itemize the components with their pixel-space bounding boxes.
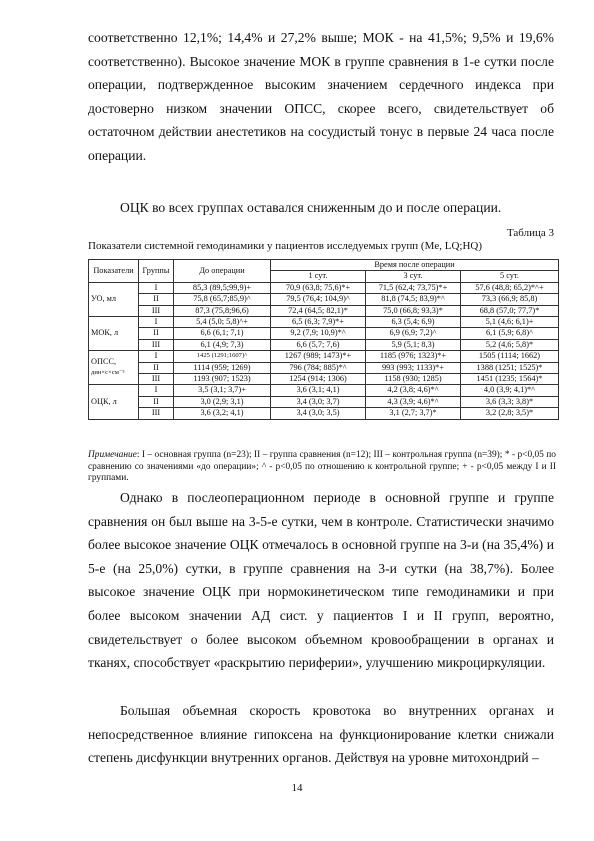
day1-cell: 72,4 (64,5; 82,1)* xyxy=(271,305,366,316)
day5-cell: 4,0 (3,9; 4,1)*^ xyxy=(461,385,559,396)
header-indicator: Показатели xyxy=(89,260,139,283)
table-row xyxy=(89,396,559,407)
header-day-1: 1 сут. xyxy=(271,271,366,282)
table-row xyxy=(89,385,559,396)
page-number: 14 xyxy=(291,782,303,794)
day5-cell: 5,2 (4,6; 5,8)* xyxy=(461,339,559,350)
group-cell: III xyxy=(139,339,174,350)
before-cell: 87,3 (75,8;96,6) xyxy=(174,305,271,316)
day3-cell: 4,2 (3,8; 4,6)*^ xyxy=(366,385,461,396)
day5-cell: 57,6 (48,8; 65,2)*^+ xyxy=(461,282,559,293)
table-row xyxy=(89,362,559,373)
paragraph-conclusion: Большая объемная скорость кровотока во внутренних органах и непосредственное влияние гипоксена на функционирование клетки снижали степень дисфункции внутренних органов. Действуя на уровне митохондрий – xyxy=(88,703,554,766)
day1-cell: 6,5 (6,3; 7,9)*+ xyxy=(271,317,366,328)
table-row xyxy=(89,408,559,419)
day3-cell: 75,0 (66,8; 93,3)* xyxy=(366,305,461,316)
group-cell: I xyxy=(139,385,174,396)
group-cell: II xyxy=(139,328,174,339)
header-time-after-surgery: Время после операции xyxy=(271,260,559,271)
day3-cell: 4,3 (3,9; 4,6)*^ xyxy=(366,396,461,407)
day1-cell: 796 (784; 885)*^ xyxy=(271,362,366,373)
day1-cell: 6,6 (5,7; 7,6) xyxy=(271,339,366,350)
table-row xyxy=(89,351,559,362)
day3-cell: 71,5 (62,4; 73,75)*+ xyxy=(366,282,461,293)
group-cell: III xyxy=(139,408,174,419)
day1-cell: 70,9 (63,8; 75,6)*+ xyxy=(271,282,366,293)
day3-cell: 6,9 (6,9; 7,2)^ xyxy=(366,328,461,339)
hemodynamics-table xyxy=(88,259,559,420)
before-cell: 3,5 (3,1; 3,7)+ xyxy=(174,385,271,396)
table-row xyxy=(89,294,559,305)
paragraph-ock-summary: ОЦК во всех группах оставался сниженным до и после операции. xyxy=(120,200,502,215)
day3-cell: 81,8 (74,5; 83,9)*^ xyxy=(366,294,461,305)
indicator-cell xyxy=(89,351,139,385)
day5-cell: 3,2 (2,8; 3,5)* xyxy=(461,408,559,419)
header-before-surgery: До операции xyxy=(174,260,271,283)
indicator-cell: МОК, л xyxy=(89,317,139,351)
before-cell: 1425 (1291;1607)^ xyxy=(174,351,271,362)
table-caption: Показатели системной гемодинамики у пациентов исследуемых групп (Me, LQ;HQ) xyxy=(88,240,483,252)
day5-cell: 1451 (1235; 1564)* xyxy=(461,374,559,385)
before-cell: 75,8 (65,7;85,9)^ xyxy=(174,294,271,305)
group-cell: II xyxy=(139,362,174,373)
group-cell: I xyxy=(139,282,174,293)
header-day-5: 5 сут. xyxy=(461,271,559,282)
table-row xyxy=(89,305,559,316)
group-cell: II xyxy=(139,294,174,305)
day1-cell: 9,2 (7,9; 10,9)*^ xyxy=(271,328,366,339)
group-cell: III xyxy=(139,305,174,316)
indicator-cell: ОЦК, л xyxy=(89,385,139,419)
group-cell: I xyxy=(139,317,174,328)
day5-cell: 1505 (1114; 1662) xyxy=(461,351,559,362)
day5-cell: 73,3 (66,9; 85,8) xyxy=(461,294,559,305)
table-number: Таблица 3 xyxy=(506,227,554,239)
paragraph-discussion: Однако в послеоперационном периоде в основной группе и группе сравнения он был выше на 3-5-е сутки, чем в контроле. Статистически значимо более высокое значение ОЦК отмечалось в основной группе на 3-и (на 35,4%) и 5-е (на 25,0%) сутки, в группе сравнения на 3-и сутки (на 38,7%). Более высокое значение ОЦК при нормокинетическом типе гемодинамики и при более высоком значении АД сист. у пациентов I и II групп, вероятно, свидетельствует о более высоком объемном кровообращении в органах и тканях, способствует «раскрытию периферии», улучшению микроциркуляции. xyxy=(88,490,554,671)
day3-cell: 1185 (976; 1323)*+ xyxy=(366,351,461,362)
day5-cell: 3,6 (3,3; 3,8)* xyxy=(461,396,559,407)
header-day-3: 3 сут. xyxy=(366,271,461,282)
day1-cell: 1267 (989; 1473)*+ xyxy=(271,351,366,362)
before-cell: 6,6 (6,1; 7,1) xyxy=(174,328,271,339)
group-cell: I xyxy=(139,351,174,362)
day5-cell: 5,1 (4,6; 6,1)+ xyxy=(461,317,559,328)
day5-cell: 1388 (1251; 1525)* xyxy=(461,362,559,373)
day1-cell: 79,5 (76,4; 104,9)^ xyxy=(271,294,366,305)
day3-cell: 6,3 (5,4; 6,9) xyxy=(366,317,461,328)
indicator-cell: УО, мл xyxy=(89,282,139,316)
table-row xyxy=(89,374,559,385)
before-cell: 3,6 (3,2; 4,1) xyxy=(174,408,271,419)
before-cell: 3,0 (2,9; 3,1) xyxy=(174,396,271,407)
table-note xyxy=(88,450,556,485)
day3-cell: 1158 (930; 1285) xyxy=(366,374,461,385)
day1-cell: 1254 (914; 1306) xyxy=(271,374,366,385)
day5-cell: 6,1 (5,9; 6,8)^ xyxy=(461,328,559,339)
before-cell: 85,3 (89,5;99,9)+ xyxy=(174,282,271,293)
group-cell: II xyxy=(139,396,174,407)
table-row xyxy=(89,339,559,350)
note-label: Примечание xyxy=(88,450,137,460)
day5-cell: 68,8 (57,0; 77,7)* xyxy=(461,305,559,316)
note-text: : I – основная группа (n=23); II – группа сравнения (n=12); III – контрольная группа (n=39); * - p<0,05 по сравнению со значениями «до операции»; ^ - p<0,05 по отношению к контрольной группе; + - p<0,05 между I и II группами. xyxy=(88,450,556,484)
before-cell: 5,4 (5,0; 5,8)^+ xyxy=(174,317,271,328)
day1-cell: 3,6 (3,1; 4,1) xyxy=(271,385,366,396)
day3-cell: 3,1 (2,7; 3,7)* xyxy=(366,408,461,419)
indicator-name: ОПСС, xyxy=(91,357,117,367)
before-cell: 1193 (907; 1523) xyxy=(174,374,271,385)
paragraph-results-continuation: соответственно 12,1%; 14,4% и 27,2% выше; МОК - на 41,5%; 9,5% и 19,6% соответственно). Высокое значение МОК в группе сравнения в 1-е сутки после операции, подтвержденное высоким значением сердечного индекса при достоверно низком значении ОПСС, скорее всего, свидетельствует об остаточном действии анестетиков на сосудистый тонус в первые 24 часа после операции. xyxy=(88,30,554,163)
day3-cell: 5,9 (5,1; 8,3) xyxy=(366,339,461,350)
day1-cell: 3,4 (3,0; 3,7) xyxy=(271,396,366,407)
day1-cell: 3,4 (3,0; 3,5) xyxy=(271,408,366,419)
header-groups: Группы xyxy=(139,260,174,283)
before-cell: 1114 (959; 1269) xyxy=(174,362,271,373)
table-row xyxy=(89,328,559,339)
before-cell: 6,1 (4,9; 7,3) xyxy=(174,339,271,350)
table-row xyxy=(89,282,559,293)
table-row xyxy=(89,317,559,328)
group-cell: III xyxy=(139,374,174,385)
indicator-unit: дин×с×см⁻⁵ xyxy=(91,368,125,376)
day3-cell: 993 (993; 1133)*+ xyxy=(366,362,461,373)
